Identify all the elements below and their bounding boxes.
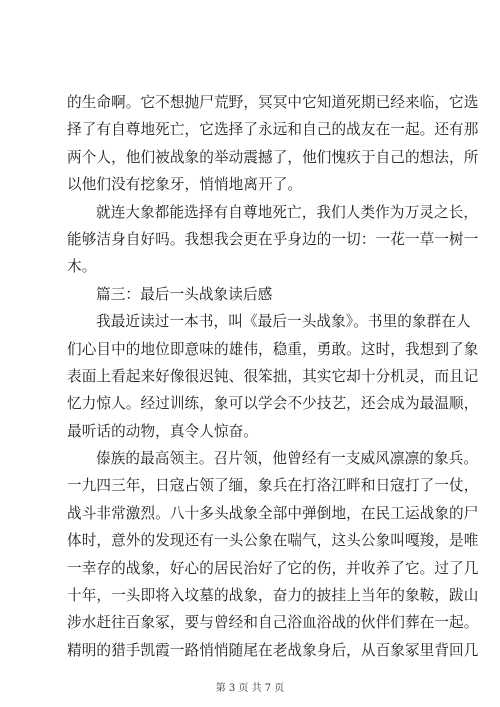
section-heading: 篇三：最后一头战象读后感 [96, 285, 273, 303]
text-line: 一幸存的战象，好心的居民治好了它的伤，并收养了它。过了几 [67, 559, 479, 577]
text-line: 能够洁身自好吗。我想我会更在乎身边的一切：一花一草一树一 [67, 230, 479, 248]
text-line: 精明的猎手凯霞一路悄悄随尾在老战象身后，从百象冢里背回几 [67, 641, 479, 659]
text-line: 们心目中的地位即意味的雄伟，稳重，勇敢。这时，我想到了象 [67, 340, 479, 358]
text-line: 涉水赶往百象冢，要与曾经和自己浴血浴战的伙伴们葬在一起。 [67, 614, 479, 632]
text-line: 最听话的动物，真令人惊奋。 [67, 422, 259, 440]
text-line: 我最近读过一本书，叫《最后一头战象》。书里的象群在人 [96, 313, 471, 331]
text-line: 表面上看起来好像很迟钝、很笨拙，其实它却十分机灵，而且记 [67, 367, 479, 385]
text-line: 以他们没有挖象牙，悄悄地离开了。 [67, 176, 303, 194]
text-line: 忆力惊人。经过训练，象可以学会不少技艺，还会成为最温顺， [67, 395, 479, 413]
body-text [67, 89, 479, 664]
text-line: 的生命啊。它不想抛尸荒野，冥冥中它知道死期已经来临，它选 [67, 94, 479, 111]
text-line: 十年，一头即将入坟墓的战象，奋力的披挂上当年的象鞍，跋山 [67, 587, 479, 605]
text-line: 就连大象都能选择有自尊地死亡，我们人类作为万灵之长， [96, 203, 479, 221]
text-line: 择了有自尊地死亡，它选择了永远和自己的战友在一起。还有那 [67, 121, 479, 139]
text-line: 木。 [67, 258, 97, 276]
page-footer [0, 679, 500, 694]
text-line: 两个人，他们被战象的举动震撼了，他们愧疚于自己的想法，所 [67, 148, 479, 166]
text-line: 一九四三年，日寇占领了缅，象兵在打洛江畔和日寇打了一仗， [67, 477, 479, 495]
page-number: 第 3 页 共 7 页 [215, 683, 285, 694]
text-line: 体时，意外的发现还有一头公象在喘气，这头公象叫嘎羧，是唯 [67, 532, 479, 550]
text-line: 傣族的最高领主。召片领，他曾经有一支威风凛凛的象兵。 [96, 450, 479, 468]
text-line: 战斗非常激烈。八十多头战象全部中弹倒地，在民工运战象的尸 [67, 504, 479, 522]
